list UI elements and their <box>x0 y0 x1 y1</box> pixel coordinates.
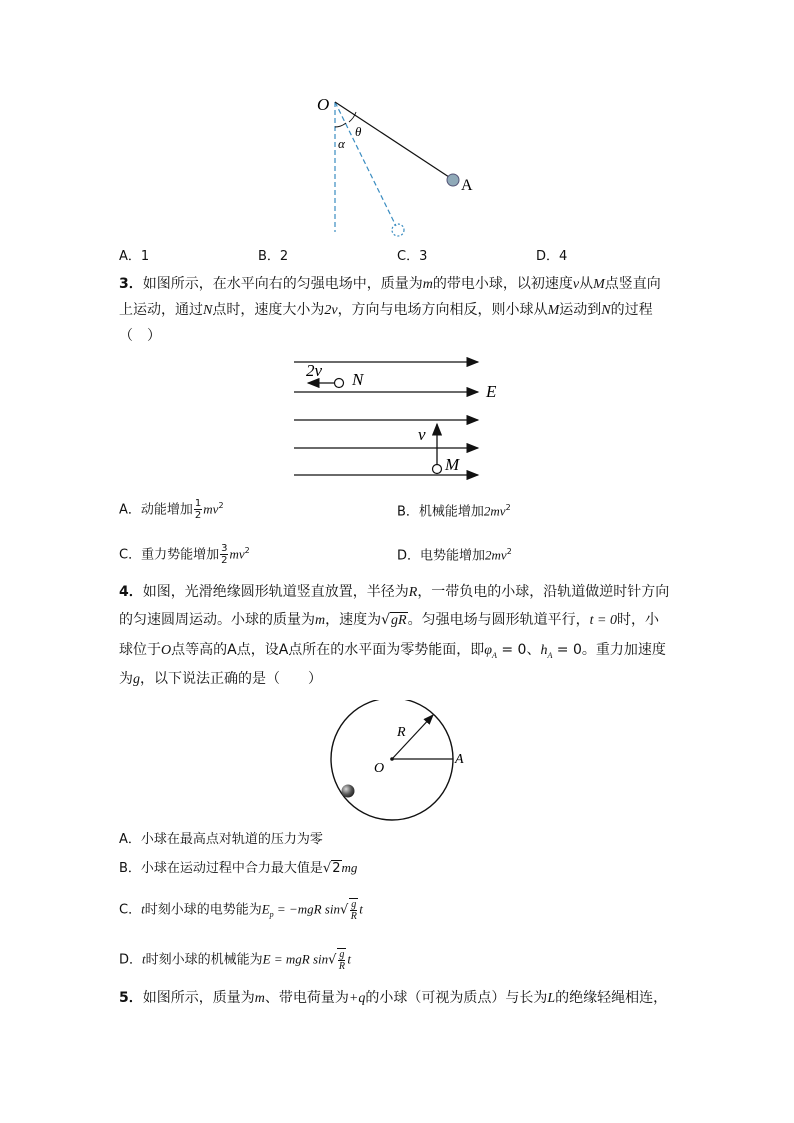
q2-option-d: D．4 <box>536 249 568 264</box>
q3-text: 运动到 <box>559 302 602 318</box>
q3-text: 的过程 <box>610 302 653 318</box>
q4-option-a: A．小球在最高点对轨道的压力为零 <box>119 832 323 847</box>
q3-point-N: N <box>601 303 611 318</box>
q4-option-c: C．t时刻小球的电势能为$E_p = -mgR$ sin√ $\frac{g}{R}$ t <box>119 899 363 922</box>
ball-N <box>335 379 344 388</box>
electric-field-figure <box>288 352 508 482</box>
q5-text: 、带电荷量为 <box>264 990 349 1006</box>
circular-track-figure <box>325 700 475 825</box>
frac-num: g <box>351 899 357 910</box>
q4-time-zero: t = 0 <box>589 613 617 628</box>
q2-option-a: A．1 <box>119 249 150 264</box>
angle-arc-alpha <box>335 123 346 127</box>
q5-text: 的小球（可视为质点）与长为 <box>365 990 548 1006</box>
q4-option-b: B．小球在运动过程中合力最大值是√2mg <box>119 860 358 876</box>
q3-option-b <box>397 498 511 522</box>
label-A: A <box>455 752 464 767</box>
q4-text: ，一带负电的小球，沿轨道做逆时针方向 <box>417 584 670 600</box>
q4-text: ，速度为 <box>325 612 382 628</box>
q4-height: h <box>540 643 548 658</box>
dashed-ball <box>392 224 404 236</box>
ball-M <box>433 465 442 474</box>
q4-text: 的匀速圆周运动。小球的质量为 <box>119 612 315 628</box>
q4-speed: gR <box>391 613 407 628</box>
q4-text: 球位于 <box>119 642 161 658</box>
q4-number: 4． <box>119 584 143 600</box>
q3-number: 3． <box>119 276 143 292</box>
q4-point-O: O <box>161 643 172 658</box>
q3-point-N: N <box>203 303 213 318</box>
ball-A <box>447 174 459 186</box>
label-M: M <box>445 455 460 474</box>
q3-line-2 <box>119 300 653 321</box>
frac-num: 3 <box>221 543 228 555</box>
q4-time: t <box>142 951 146 967</box>
q3-option-c-text: C．重力势能增加 <box>119 547 220 563</box>
label-A: A <box>461 177 473 194</box>
exponent: 2 <box>244 546 250 555</box>
subscript: A <box>492 650 497 660</box>
q4-energy-symbol: E <box>261 901 270 917</box>
q3-text: 如图所示，在水平向右的匀强电场中，质量为 <box>142 276 423 292</box>
q3-option-a-text: A．动能增加 <box>119 502 193 518</box>
q5-mass: m <box>254 991 265 1006</box>
string-line <box>335 102 452 179</box>
q4-text: 。匀强电场与圆形轨道平行， <box>407 612 590 628</box>
q3-option-c <box>119 541 250 566</box>
q5-charge: +q <box>348 991 366 1006</box>
q5-text: 的绝缘轻绳相连， <box>555 990 668 1006</box>
q3-option-d-expr: 2mv <box>485 547 507 563</box>
q4-option-d: D．t时刻小球的机械能为E = mgR sin√ $\frac{g}{R}$ t <box>119 949 352 972</box>
q3-mass: m <box>422 277 433 292</box>
q4-option-b-expr: mg <box>341 860 358 875</box>
q2-option-b: B．2 <box>258 249 289 264</box>
q3-line-3 <box>119 326 161 346</box>
frac-den: R <box>350 911 357 922</box>
q2-option-c: C．3 <box>397 249 428 264</box>
label-2v: 2v <box>306 361 323 380</box>
center-dot <box>390 757 394 761</box>
q4-equals-zero: = 0 <box>496 642 527 658</box>
q4-line-4 <box>119 669 322 690</box>
label-O: O <box>317 95 330 114</box>
q3-point-M: M <box>593 277 605 292</box>
exponent: 2 <box>506 547 512 556</box>
q3-text: 的带电小球，以初速度 <box>432 276 573 292</box>
label-R: R <box>397 725 406 740</box>
q4-text: 如图，光滑绝缘圆形轨道竖直放置，半径为 <box>142 584 409 600</box>
label-O: O <box>374 761 385 776</box>
label-v: v <box>418 425 426 444</box>
q5-line-1 <box>119 988 667 1009</box>
q3-text: 点时，速度大小为 <box>212 302 325 318</box>
q3-option-d-text: D．电势能增加 <box>397 548 486 564</box>
subscript: A <box>547 650 553 660</box>
q4-line-1 <box>119 582 669 603</box>
q4-option-d-expr: E = mgR sin <box>262 951 329 967</box>
subscript: p <box>269 910 274 920</box>
q3-velocity: v <box>572 277 580 292</box>
charged-ball <box>342 785 355 798</box>
q3-text: 上运动，通过 <box>119 302 203 318</box>
q4-option-c-text: 时刻小球的电势能为 <box>144 902 262 918</box>
frac-den: 2 <box>194 510 202 522</box>
q4-equals-zero: = 0 <box>552 642 582 658</box>
q5-number: 5． <box>119 990 143 1006</box>
q4-mass: m <box>315 613 326 628</box>
q4-time: t <box>347 951 352 967</box>
sqrt-value: 2 <box>332 861 341 876</box>
q3-speed: 2v <box>324 303 338 318</box>
q3-option-c-expr: mv <box>229 546 245 562</box>
label-E: E <box>486 382 497 401</box>
q4-text: 为 <box>119 671 133 687</box>
q3-option-a <box>119 496 224 521</box>
q3-point-M: M <box>547 303 560 318</box>
q3-line-1 <box>119 274 661 295</box>
frac-den: R <box>338 961 345 972</box>
label-alpha: α <box>338 136 345 151</box>
q3-text: ，方向与电场方向相反，则小球从 <box>337 302 548 318</box>
q3-option-a-expr: mv <box>203 501 219 517</box>
q3-option-b-text: B．机械能增加 <box>397 504 484 520</box>
q4-time: t <box>141 901 145 917</box>
q3-option-b-expr: 2mv <box>483 503 506 519</box>
q4-text: 。重力加速度 <box>581 642 666 658</box>
frac-num: g <box>339 949 345 960</box>
q4-option-c-expr: = −mgR sin <box>273 901 340 917</box>
q4-option-d-text: 时刻小球的机械能为 <box>145 952 263 968</box>
q3-option-d <box>397 542 512 566</box>
q4-separator: 、 <box>526 642 541 658</box>
q4-time: t <box>359 901 363 917</box>
q4-gravity: g <box>133 672 140 687</box>
q4-radius: R <box>408 585 418 600</box>
q4-option-c-text: C． <box>119 902 142 918</box>
frac-num: 1 <box>194 498 202 510</box>
q4-option-d-text: D． <box>119 952 143 968</box>
q4-option-b-text: B．小球在运动过程中合力最大值是 <box>119 861 323 876</box>
exponent: 2 <box>218 501 224 510</box>
q4-text: ，以下说法正确的是（ ） <box>140 671 322 687</box>
q3-text: 从 <box>579 276 594 292</box>
label-N: N <box>352 370 364 389</box>
label-theta: θ <box>355 124 362 139</box>
q4-phi: φ <box>484 643 493 658</box>
q4-line-2: 的匀速圆周运动。小球的质量为m，速度为√gR。匀强电场与圆形轨道平行，t = 0时，小 <box>119 612 659 628</box>
q4-line-3 <box>119 640 666 666</box>
q4-text: 时，小 <box>616 612 659 628</box>
frac-den: 2 <box>221 555 228 567</box>
q4-text: 点等高的A点，设A点所在的水平面为零势能面，即 <box>171 642 485 658</box>
q3-text: 点竖直向 <box>604 276 661 292</box>
q5-text: 如图所示，质量为 <box>142 990 255 1006</box>
pendulum-figure <box>300 90 500 240</box>
exponent: 2 <box>505 503 511 512</box>
q3-answer-blank: （ ） <box>119 328 161 344</box>
tilted-dashed-line <box>335 102 396 226</box>
q5-length: L <box>547 991 556 1006</box>
